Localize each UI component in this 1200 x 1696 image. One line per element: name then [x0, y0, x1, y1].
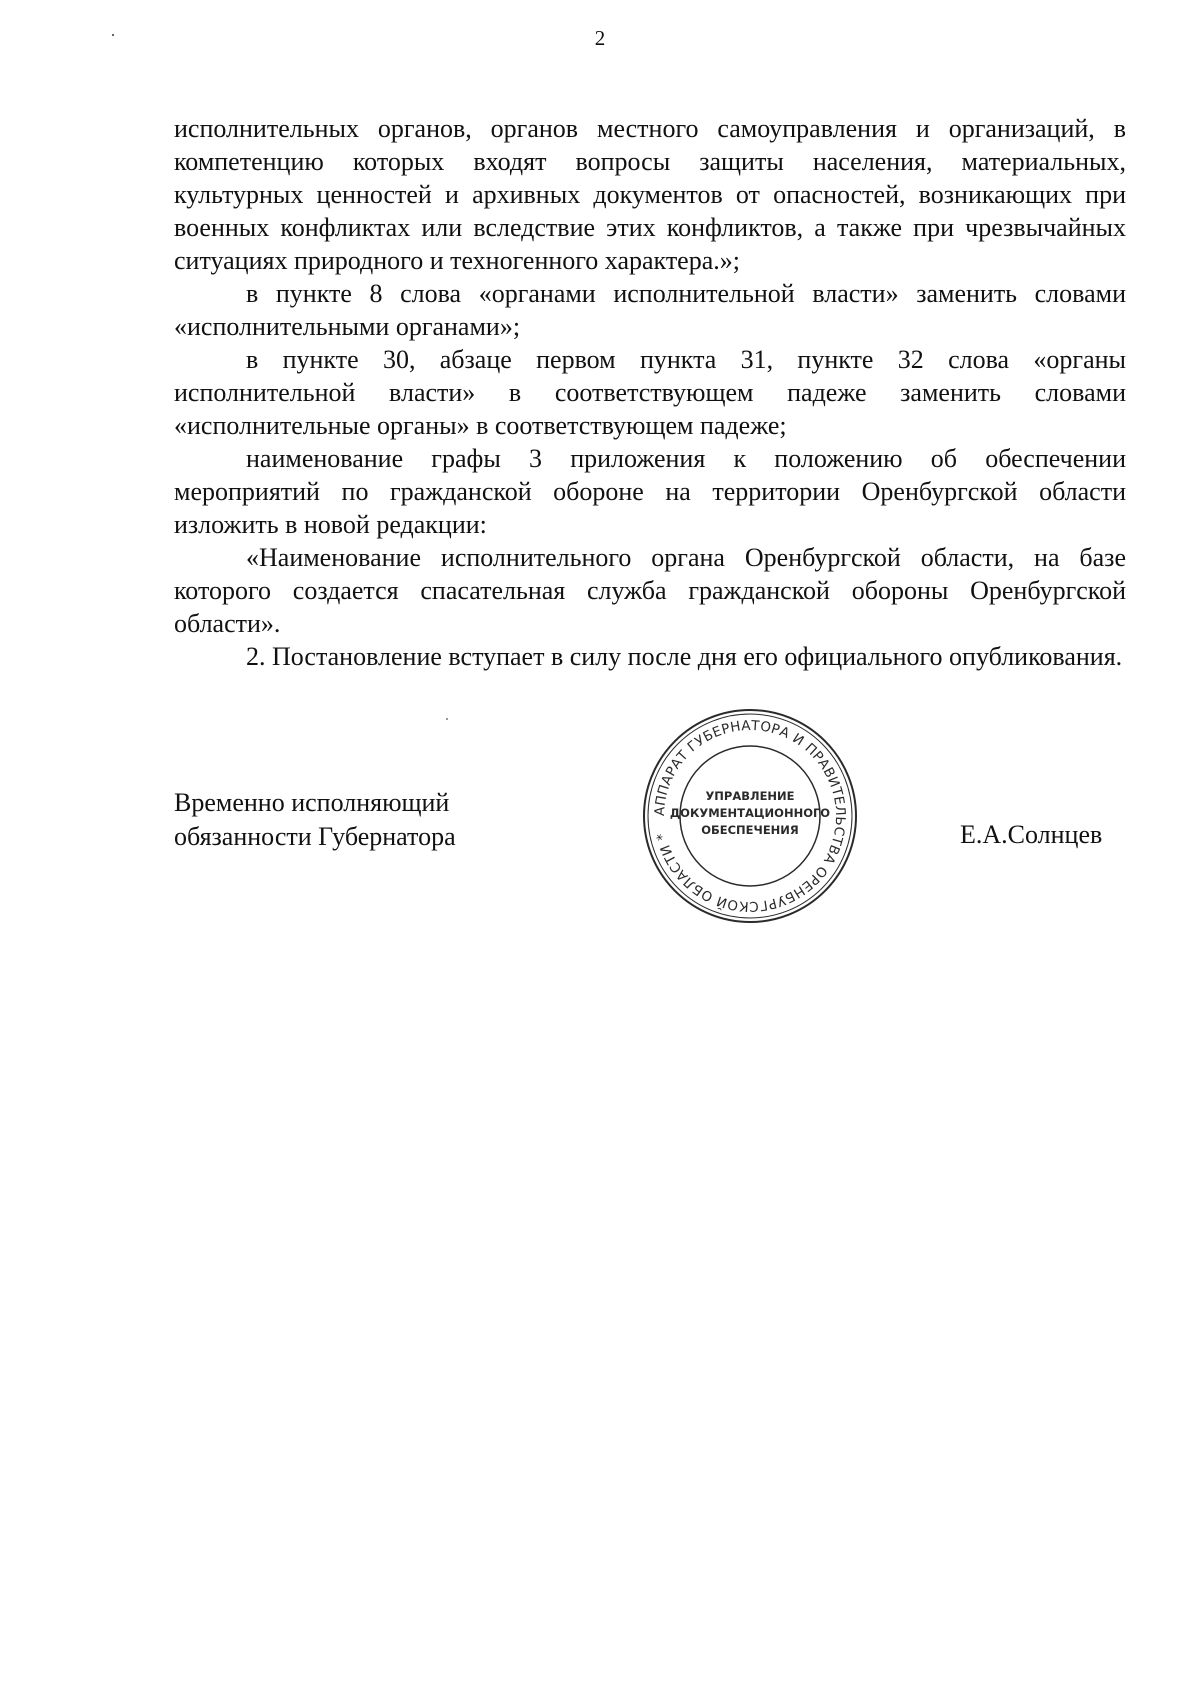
scan-speck [446, 718, 448, 720]
page-number: 2 [594, 26, 606, 50]
paragraph: 2. Постановление вступает в силу после дня его официального опубликования. [246, 642, 1123, 671]
paragraph: наименование графы 3 приложения к положению об обеспечении мероприятий по гражданской обороне на территории Оренбургской области изложить в новой редакции: [174, 444, 1126, 539]
paragraph: в пункте 8 слова «органами исполнительной власти» заменить словами «исполнительными органами»; [174, 279, 1126, 341]
paragraph: в пункте 30, абзаце первом пункта 31, пункте 32 слова «органы исполнительной власти» в соответствующем падеже заменить словами «исполнительные органы» в соответствующем падеже; [174, 345, 1126, 440]
signatory-position-line: обязанности Губернатора [174, 822, 456, 851]
stamp-center-line: ДОКУМЕНТАЦИОННОГО [669, 806, 831, 820]
signatory-position-line: Временно исполняющий [174, 788, 450, 817]
stamp-center-line: ОБЕСПЕЧЕНИЯ [701, 823, 799, 837]
stamp-ring-text: АППАРАТ ГУБЕРНАТОРА И ПРАВИТЕЛЬСТВА ОРЕНБУРГСКОЙ ОБЛАСТИ * [651, 717, 849, 915]
signatory-name: Е.А.Солнцев [960, 820, 1103, 849]
paragraph: «Наименование исполнительного органа Оренбургской области, на базе которого создается спасательная служба гражданской обороны Оренбургской области». [174, 543, 1126, 638]
paragraph: исполнительных органов, органов местного самоуправления и организаций, в компетенцию которых входят вопросы защиты населения, материальных, культурных ценностей и архивных документов от опасностей, возникающих при военных конфликтах или вследствие этих конфликтов, а также при чрезвычайных ситуациях природного и техногенного характера.»; [174, 114, 1126, 275]
official-stamp [640, 706, 860, 926]
stamp-center-line: УПРАВЛЕНИЕ [705, 789, 795, 803]
document-body [174, 112, 1126, 673]
signatory-position [174, 786, 456, 854]
